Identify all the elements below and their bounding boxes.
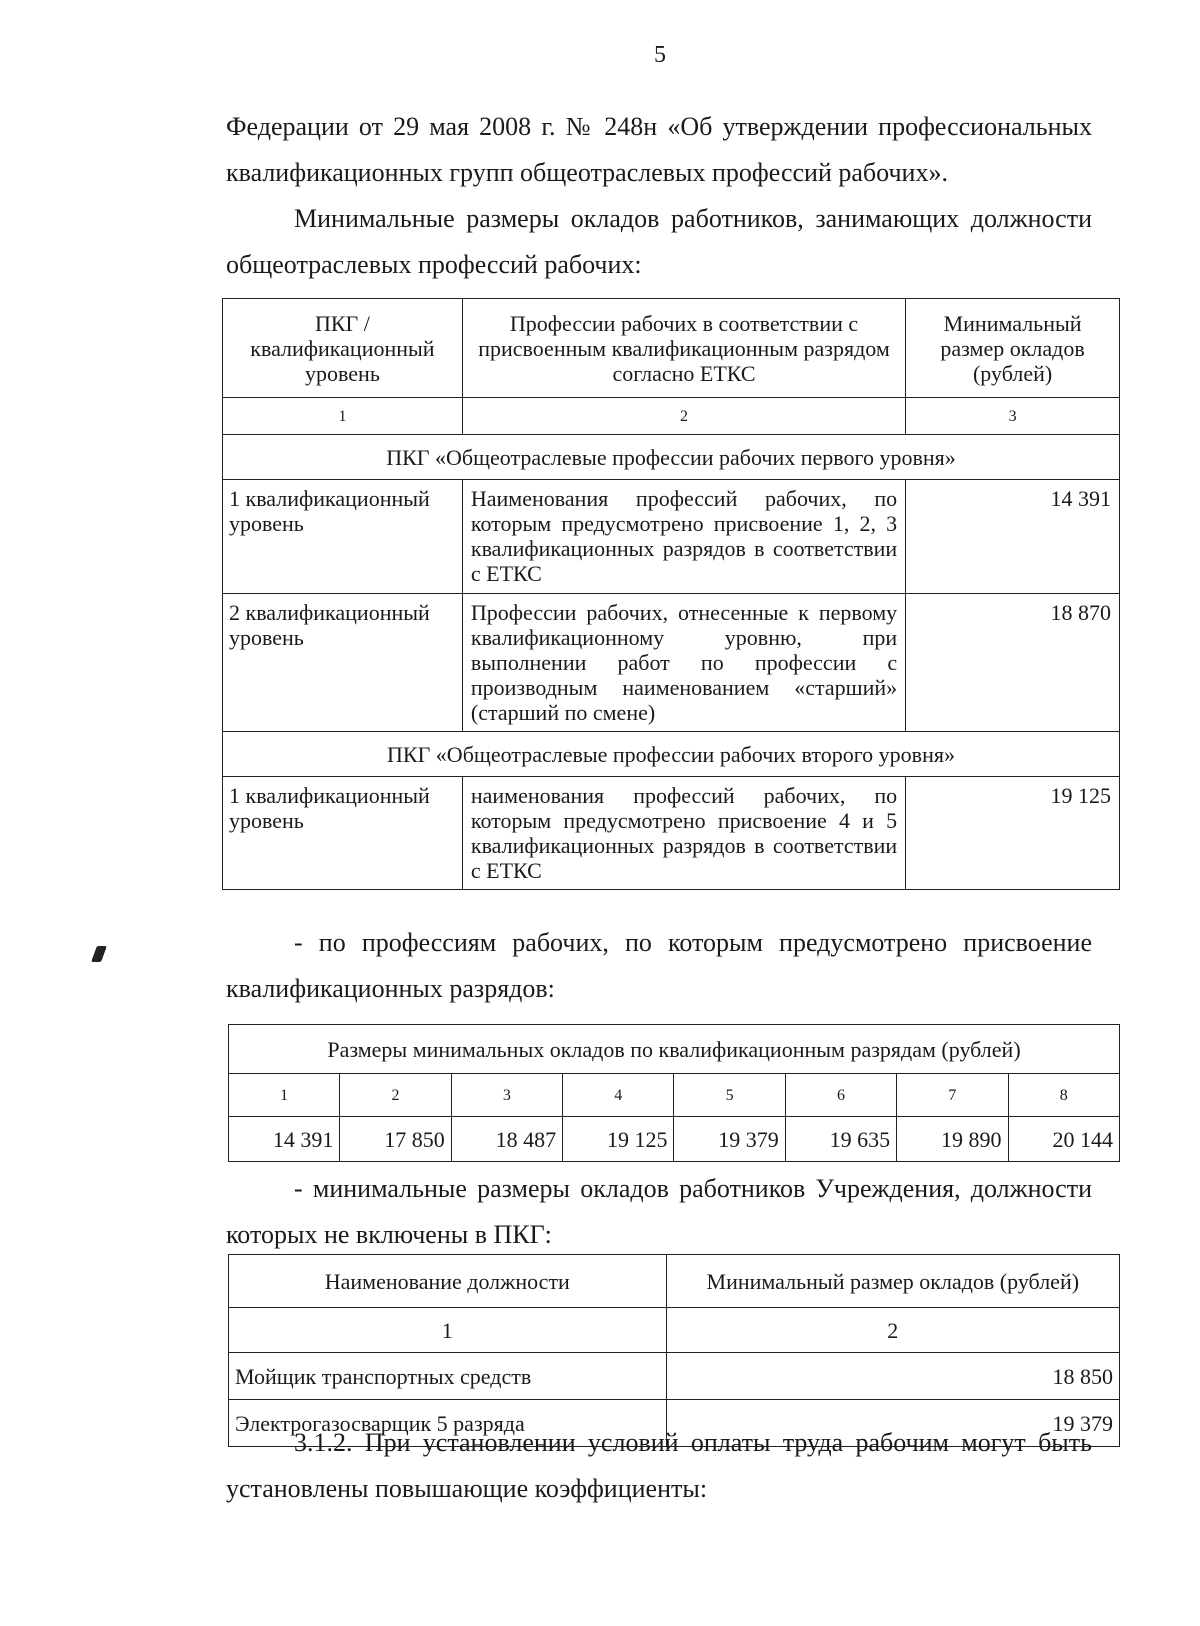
group2-title: ПКГ «Общеотраслевые профессии рабочих второго уровня»: [223, 732, 1120, 777]
profession-cell: наименования профессий рабочих, по которым предусмотрено присвоение 4 и 5 квалификационных разрядов в соответствии с ЕТКС: [462, 777, 905, 890]
table-header-row: [229, 1255, 1120, 1308]
level-cell: 2 квалификационный уровень: [223, 594, 463, 732]
table-row: [223, 480, 1120, 594]
grade-number: 6: [785, 1074, 896, 1117]
grade-number: 1: [229, 1074, 340, 1117]
level-cell: 1 квалификационный уровень: [223, 777, 463, 890]
grade-number-row: [229, 1074, 1120, 1117]
grades-intro: - по профессиям рабочих, по которым предусмотрено присвоение квалификационных разрядов:: [226, 928, 1092, 1003]
table-header-row: [229, 1025, 1120, 1074]
salary-cell: 19 379: [666, 1400, 1119, 1447]
non-pkg-intro: - минимальные размеры окладов работников Учреждения, должности которых не включены в ПКГ:: [226, 1174, 1092, 1249]
header-position: Наименование должности: [229, 1255, 667, 1308]
header-pkg-level: ПКГ / квалификационный уровень: [223, 299, 463, 398]
grade-number: 8: [1008, 1074, 1119, 1117]
pkg-salary-table: [222, 298, 1120, 890]
grade-salary: 19 635: [785, 1117, 896, 1162]
grade-number: 3: [451, 1074, 562, 1117]
column-number: 2: [462, 398, 905, 435]
final-paragraph: 3.1.2. При установлении условий оплаты труда рабочим могут быть установлены повышающие коэффициенты:: [226, 1428, 1092, 1503]
grade-salary: 20 144: [1008, 1117, 1119, 1162]
group-title-row: [223, 732, 1120, 777]
column-number: 2: [666, 1308, 1119, 1353]
header-min-salary: Минимальный размер окладов (рублей): [666, 1255, 1119, 1308]
column-number: 3: [906, 398, 1120, 435]
salary-cell: 19 125: [906, 777, 1120, 890]
profession-cell: Наименования профессий рабочих, по которым предусмотрено присвоение 1, 2, 3 квалификационных разрядов в соответствии с ЕТКС: [462, 480, 905, 594]
salary-cell: 18 850: [666, 1353, 1119, 1400]
table-row: [223, 594, 1120, 732]
salary-cell: 18 870: [906, 594, 1120, 732]
header-min-salary: Минимальный размер окладов (рублей): [906, 299, 1120, 398]
non-pkg-salary-table: [228, 1254, 1120, 1447]
level-cell: 1 квалификационный уровень: [223, 480, 463, 594]
position-cell: Мойщик транспортных средств: [229, 1353, 667, 1400]
grade-number: 7: [897, 1074, 1008, 1117]
margin-ink-mark: [91, 946, 107, 962]
grades-salary-table: [228, 1024, 1120, 1162]
table-header-row: [223, 299, 1120, 398]
group1-title: ПКГ «Общеотраслевые профессии рабочих первого уровня»: [223, 435, 1120, 480]
grades-table-title: Размеры минимальных окладов по квалификационным разрядам (рублей): [229, 1025, 1120, 1074]
table-row: [229, 1353, 1120, 1400]
profession-cell: Профессии рабочих, отнесенные к первому квалификационному уровню, при выполнении работ по профессии с производным наименованием «старший» (старший по смене): [462, 594, 905, 732]
column-number: 1: [223, 398, 463, 435]
header-professions: Профессии рабочих в соответствии с присвоенным квалификационным разрядом согласно ЕТКС: [462, 299, 905, 398]
grade-salary: 18 487: [451, 1117, 562, 1162]
grade-salary: 17 850: [340, 1117, 451, 1162]
column-number-row: [229, 1308, 1120, 1353]
page-number: 5: [654, 42, 666, 68]
table-row: [223, 777, 1120, 890]
group-title-row: [223, 435, 1120, 480]
salary-cell: 14 391: [906, 480, 1120, 594]
min-salaries-intro: Минимальные размеры окладов работников, занимающих должности общеотраслевых профессий рабочих:: [226, 204, 1092, 279]
grade-salary: 19 890: [897, 1117, 1008, 1162]
grade-salary: 14 391: [229, 1117, 340, 1162]
grade-number: 4: [563, 1074, 674, 1117]
grade-number: 5: [674, 1074, 785, 1117]
grade-salary-row: [229, 1117, 1120, 1162]
grade-number: 2: [340, 1074, 451, 1117]
grade-salary: 19 125: [563, 1117, 674, 1162]
column-number-row: [223, 398, 1120, 435]
intro-paragraph: Федерации от 29 мая 2008 г. № 248н «Об утверждении профессиональных квалификационных групп общеотраслевых профессий рабочих».: [226, 112, 1092, 187]
position-cell: Электрогазосварщик 5 разряда: [229, 1400, 667, 1447]
column-number: 1: [229, 1308, 667, 1353]
grade-salary: 19 379: [674, 1117, 785, 1162]
